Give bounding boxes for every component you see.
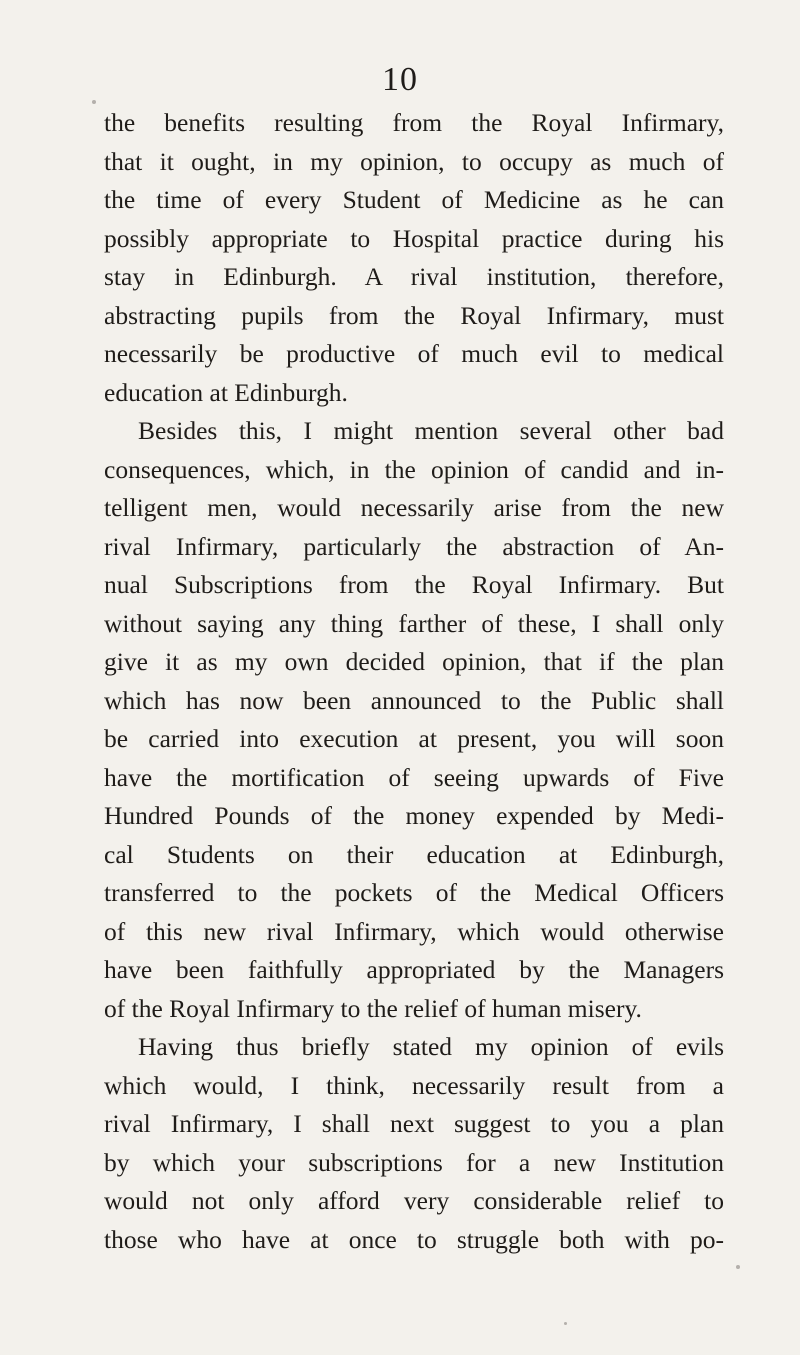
text-line: stay in Edinburgh. A rival institution, therefore, xyxy=(104,262,724,291)
text-line: be carried into execution at present, you will soon xyxy=(104,724,724,753)
text-line: without saying any thing farther of these, I shall only xyxy=(104,608,724,638)
text-line: would not only afford very considerable relief to xyxy=(104,1186,724,1215)
text-line: rival Infirmary, I shall next suggest to you a plan xyxy=(104,1109,724,1138)
text-line: of the Royal Infirmary to the relief of human misery. xyxy=(104,993,642,1023)
paper-speck xyxy=(736,1265,740,1269)
text-line: which would, I think, necessarily result from a xyxy=(104,1070,724,1100)
text-line: abstracting pupils from the Royal Infirmary, must xyxy=(104,300,724,330)
text-line: the time of every Student of Medicine as he can xyxy=(104,185,724,214)
paper-speck xyxy=(92,100,96,104)
text-line: education at Edinburgh. xyxy=(104,377,348,407)
text-line: transferred to the pockets of the Medical Officers xyxy=(104,878,724,907)
text-line: by which your subscriptions for a new Institution xyxy=(104,1147,724,1177)
text-line: necessarily be productive of much evil to medical xyxy=(104,339,724,368)
paragraph-start-line: Besides this, I might mention several other bad xyxy=(138,416,724,445)
paragraph-start-line: Having thus briefly stated my opinion of evils xyxy=(138,1032,724,1061)
text-line: consequences, which, in the opinion of candid and in- xyxy=(104,454,724,484)
text-line: which has now been announced to the Public shall xyxy=(104,685,724,715)
text-line: telligent men, would necessarily arise from the new xyxy=(104,493,724,522)
text-line: give it as my own decided opinion, that if the plan xyxy=(104,647,724,676)
text-line: cal Students on their education at Edinburgh, xyxy=(104,839,724,869)
text-line: have the mortification of seeing upwards of Five xyxy=(104,762,724,792)
text-line: rival Infirmary, particularly the abstraction of An- xyxy=(104,531,724,561)
text-line: of this new rival Infirmary, which would otherwise xyxy=(104,916,724,946)
text-line: have been faithfully appropriated by the Managers xyxy=(104,955,724,984)
text-line: possibly appropriate to Hospital practice during his xyxy=(104,223,724,253)
page-number: 10 xyxy=(382,61,418,98)
text-line: those who have at once to struggle both with po- xyxy=(104,1224,724,1254)
text-line: the benefits resulting from the Royal Infirmary, xyxy=(104,108,724,137)
text-line: nual Subscriptions from the Royal Infirmary. But xyxy=(104,570,724,599)
paper-speck xyxy=(564,1322,567,1325)
text-line: that it ought, in my opinion, to occupy as much of xyxy=(104,146,724,176)
text-line: Hundred Pounds of the money expended by Medi- xyxy=(104,801,724,830)
body-text xyxy=(104,104,724,1259)
